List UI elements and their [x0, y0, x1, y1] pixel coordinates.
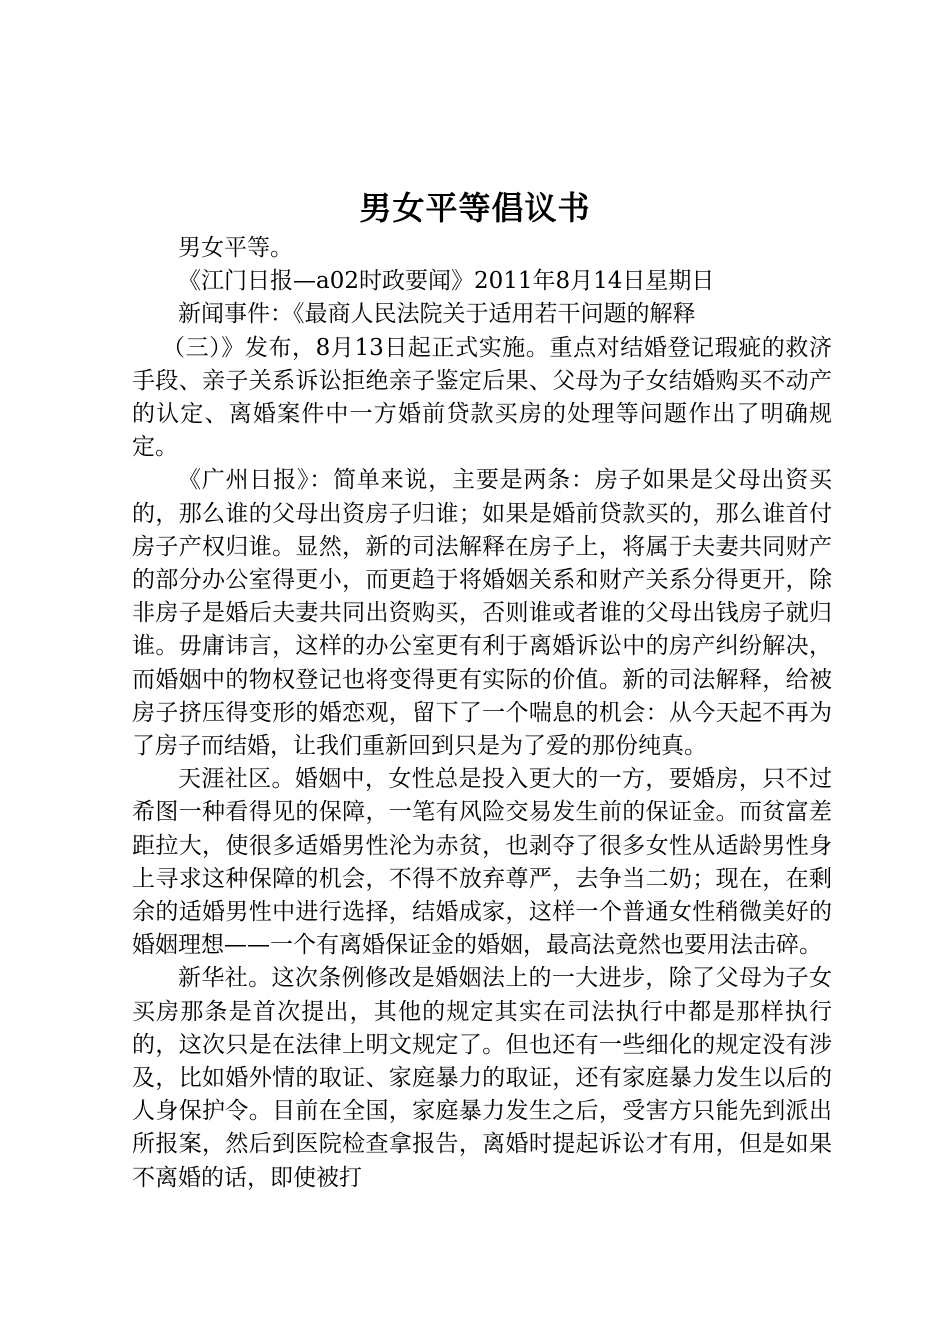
paragraph-regulation: （三）》发布，8月13日起正式实施。重点对结婚登记瑕疵的救济手段、亲子关系诉讼拒绝亲子鉴定后果、父母为子女结婚购买不动产的认定、离婚案件中一方婚前贷款买房的处理等问题作出了明确规定。 [132, 334, 832, 461]
document-body [132, 232, 832, 1195]
paragraph-tianya: 天涯社区。婚姻中，女性总是投入更大的一方，要婚房，只不过希图一种看得见的保障，一笔有风险交易发生前的保证金。而贫富差距拉大，使很多适婚男性沦为赤贫，也剥夺了很多女性从适龄男性身上寻求这种保障的机会，不得不放弃尊严，去争当二奶；现在，在剩余的适婚男性中进行选择，结婚成家，这样一个普通女性稍微美好的婚姻理想——一个有离婚保证金的婚姻，最高法竟然也要用法击碎。 [132, 766, 832, 959]
paragraph-guangzhou-daily: 《广州日报》：简单来说，主要是两条：房子如果是父母出资买的，那么谁的父母出资房子归谁；如果是婚前贷款买的，那么谁首付房子产权归谁。显然，新的司法解释在房子上，将属于夫妻共同财产的部分办公室得更小，而更趋于将婚姻关系和财产关系分得更开，除非房子是婚后夫妻共同出资购买，否则谁或者谁的父母出钱房子就归谁。毋庸讳言，这样的办公室更有利于离婚诉讼中的房产纠纷解决，而婚姻中的物权登记也将变得更有实际的价值。新的司法解释，给被房子挤压得变形的婚恋观，留下了一个喘息的机会：从今天起不再为了房子而结婚，让我们重新回到只是为了爱的那份纯真。 [132, 467, 832, 760]
document-title: 男女平等倡议书 [359, 189, 591, 227]
paragraph-news-event: 新闻事件：《最商人民法院关于适用若干问题的解释 [178, 301, 696, 328]
paragraph-source: 《江门日报—a02时政要闻》2011年8月14日星期日 [178, 268, 715, 295]
paragraph-intro: 男女平等。 [178, 235, 293, 261]
paragraph-xinhua: 新华社。这次条例修改是婚姻法上的一大进步，除了父母为子女买房那条是首次提出，其他的规定其实在司法执行中都是那样执行的，这次只是在法律上明文规定了。但也还有一些细化的规定没有涉及，比如婚外情的取证、家庭暴力的取证，还有家庭暴力发生以后的人身保护令。目前在全国，家庭暴力发生之后，受害方只能先到派出所报案，然后到医院检查拿报告，离婚时提起诉讼才有用，但是如果不离婚的话，即使被打 [132, 965, 832, 1191]
